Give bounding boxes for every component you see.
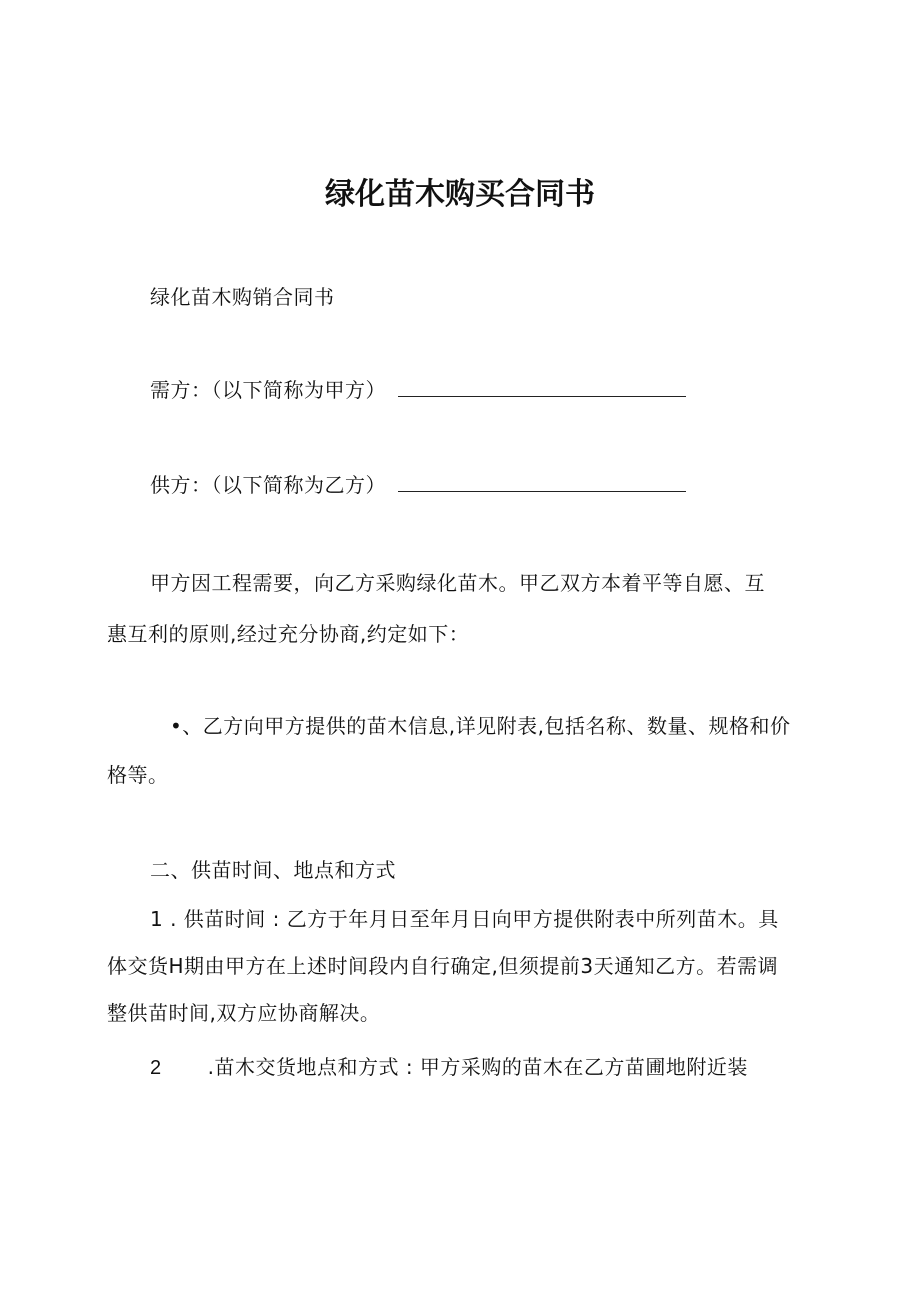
party-a-row: [150, 380, 686, 400]
party-a-blank-line: [398, 394, 686, 397]
document-title: 绿化苗木购买合同书: [325, 177, 595, 212]
intro-line-2: 惠互利的原则,经过充分协商,约定如下：: [107, 622, 470, 646]
clause1-line-2: 格等。: [107, 763, 169, 787]
party-b-label: 供方：（以下简称为乙方）: [150, 473, 386, 497]
party-b-row: [150, 475, 686, 495]
section2-item1-line-2: 体交货H期由甲方在上述时间段内自行确定,但须提前3天通知乙方。若需调: [107, 954, 779, 978]
clause1-line-1: •、乙方向甲方提供的苗木信息,详见附表,包括名称、数量、规格和价: [170, 714, 791, 738]
intro-line-1: 甲方因工程需要，向乙方采购绿化苗木。甲乙双方本着平等自愿、互: [150, 571, 765, 595]
party-b-blank-line: [398, 489, 686, 492]
party-a-label: 需方：（以下简称为甲方）: [150, 378, 386, 402]
section2-item1-line-1: 1 . 供苗时间 : 乙方于年月日至年月日向甲方提供附表中所列苗木。具: [150, 907, 779, 931]
document-subtitle: 绿化苗木购销合同书: [150, 285, 335, 309]
section2-item2-number: 2: [150, 1057, 162, 1079]
section2-item2-row: [150, 1057, 748, 1078]
section2-heading: 二、供苗时间、地点和方式: [150, 858, 396, 882]
section2-item2-text: .苗木交货地点和方式 : 甲方采购的苗木在乙方苗圃地附近装: [207, 1055, 748, 1079]
section2-item1-line-3: 整供苗时间,双方应协商解决。: [107, 1001, 381, 1025]
